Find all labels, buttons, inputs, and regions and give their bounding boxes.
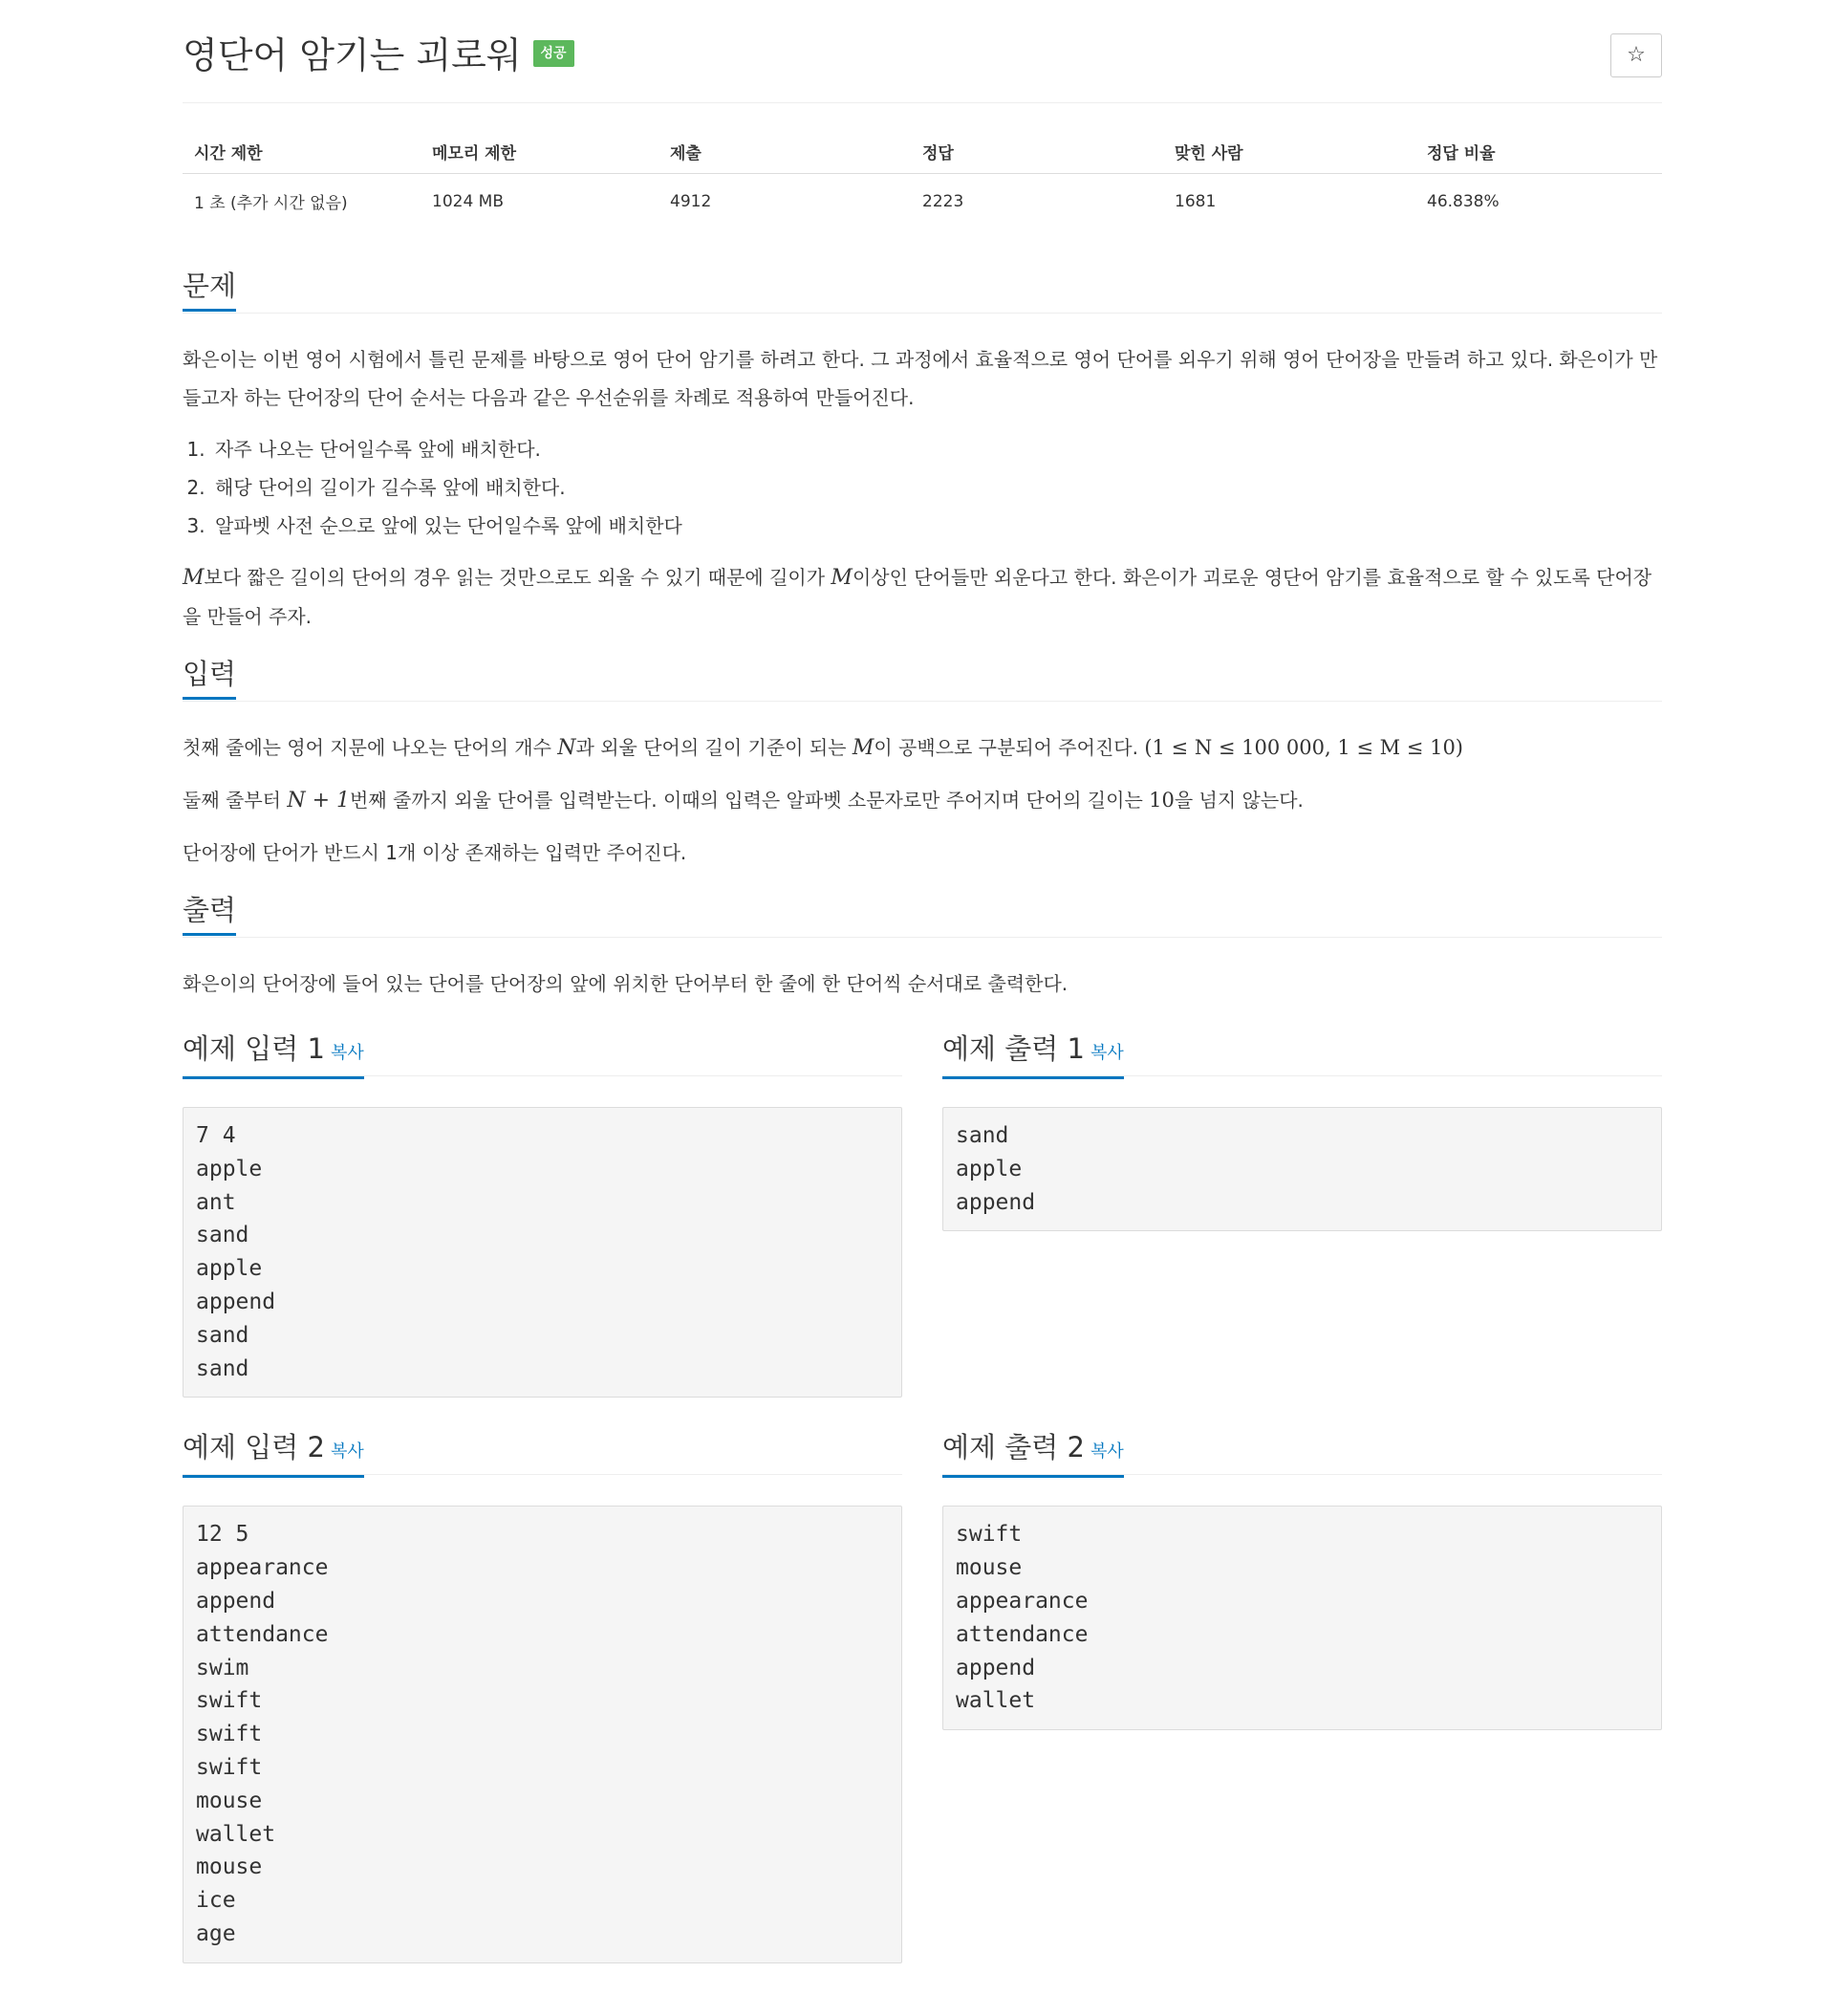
math-n: N: [557, 736, 576, 760]
sample-input-1-heading-bar: [183, 1026, 902, 1076]
sample-row-2: [183, 1424, 1662, 1962]
input-heading: 입력: [183, 651, 236, 700]
value-time-limit: 1 초 (추가 시간 없음): [194, 194, 348, 213]
status-badge: 성공: [533, 40, 574, 67]
sample-output-1-heading: [942, 1026, 1124, 1079]
problem-section: [183, 263, 1662, 636]
header-memory-limit: 메모리 제한: [421, 140, 658, 174]
sample-output-1-code: sand apple append: [942, 1107, 1662, 1231]
value-accepted: 2223: [922, 191, 964, 211]
priority-rules-list: [183, 430, 1662, 545]
output-section: [183, 887, 1662, 1003]
problem-page: [183, 0, 1662, 1963]
sample-output-2: [942, 1424, 1662, 1962]
header-time-limit: 시간 제한: [183, 140, 421, 174]
closing-text-a: 보다 짧은 길이의 단어의 경우 읽는 것만으로도 외울 수 있기 때문에 길이가: [204, 566, 831, 589]
header-submissions: 제출: [658, 140, 911, 174]
sample-output-2-heading-bar: [942, 1424, 1662, 1475]
sample-input-1-code: 7 4 apple ant sand apple append sand sand: [183, 1107, 902, 1398]
input-line-2-text-b: 번째 줄까지 외울 단어를 입력받는다. 이때의 입력은 알파벳 소문자로만 주어지며 단어의 길이는: [350, 789, 1150, 812]
value-submissions: 4912: [670, 191, 712, 211]
value-accept-ratio: 46.838%: [1427, 191, 1500, 211]
priority-rule: 2. 해당 단어의 길이가 길수록 앞에 배치한다.: [211, 468, 1662, 507]
input-section: [183, 651, 1662, 872]
header-solved-users: 맞힌 사람: [1163, 140, 1415, 174]
sample-output-2-title: 예제 출력 2: [942, 1431, 1085, 1464]
header-accept-ratio: 정답 비율: [1415, 140, 1662, 174]
input-description: [183, 702, 1662, 872]
copy-button[interactable]: 복사: [330, 1442, 364, 1463]
priority-rule: 3. 알파벳 사전 순으로 앞에 있는 단어일수록 앞에 배치한다: [211, 507, 1662, 545]
problem-intro: 화은이는 이번 영어 시험에서 틀린 문제를 바탕으로 영어 단어 암기를 하려고 한다. 그 과정에서 효율적으로 영어 단어를 외우기 위해 영어 단어장을 만들려 하고 있다. 화은이가 만들고자 하는 단어장의 단어 순서는 다음과 같은 우선순위를 차례로 적용하여 만들어진다.: [183, 348, 1658, 409]
value-memory-limit: 1024 MB: [432, 191, 504, 211]
problem-heading-bar: [183, 263, 1662, 314]
samples-area: [183, 1026, 1662, 1963]
input-line-2: [183, 781, 1662, 820]
input-line-3: 단어장에 단어가 반드시 1개 이상 존재하는 입력만 주어진다.: [183, 841, 687, 864]
info-table-header-row: [183, 140, 1662, 174]
header-accepted: 정답: [911, 140, 1163, 174]
sample-input-2-code: 12 5 appearance append attendance swim swift swift swift mouse wallet mouse ice age: [183, 1506, 902, 1962]
math-ten: 10: [1149, 789, 1175, 812]
math-m: M: [852, 736, 874, 760]
info-table-row: [183, 174, 1662, 224]
problem-description: [183, 314, 1662, 636]
star-icon: ☆: [1627, 43, 1646, 67]
problem-heading: 문제: [183, 263, 236, 312]
copy-button[interactable]: 복사: [1090, 1442, 1124, 1463]
priority-rule: 1. 자주 나오는 단어일수록 앞에 배치한다.: [211, 430, 1662, 468]
input-heading-bar: [183, 651, 1662, 702]
sample-output-1-title: 예제 출력 1: [942, 1032, 1085, 1065]
problem-closing: [183, 558, 1662, 636]
sample-output-1-heading-bar: [942, 1026, 1662, 1076]
favorite-button[interactable]: [1610, 33, 1662, 77]
sample-input-2: [183, 1424, 902, 1962]
page-title: [183, 31, 574, 80]
sample-input-2-title: 예제 입력 2: [183, 1431, 325, 1464]
value-solved-users: 1681: [1175, 191, 1217, 211]
copy-button[interactable]: 복사: [1090, 1043, 1124, 1063]
input-line-2-text-a: 둘째 줄부터: [183, 789, 288, 812]
closing-text-b: 이상인 단어들만 외운다고 한다. 화은이가 괴로운 영단어 암기를 효율적으로 할 수 있도록 단어장을 만들어 주자.: [183, 566, 1652, 628]
sample-input-1: [183, 1026, 902, 1398]
math-n-plus-1: N + 1: [287, 789, 350, 813]
page-header: [183, 0, 1662, 103]
sample-output-2-code: swift mouse appearance attendance append wallet: [942, 1506, 1662, 1730]
sample-input-2-heading-bar: [183, 1424, 902, 1475]
sample-output-2-heading: [942, 1424, 1124, 1478]
sample-input-1-title: 예제 입력 1: [183, 1032, 325, 1065]
sample-row-1: [183, 1026, 1662, 1398]
input-line-1-text-c: 이 공백으로 구분되어 주어진다.: [874, 736, 1145, 759]
math-m: M: [831, 566, 853, 590]
input-line-1: [183, 728, 1662, 768]
output-text: 화은이의 단어장에 들어 있는 단어를 단어장의 앞에 위치한 단어부터 한 줄에 한 단어씩 순서대로 출력한다.: [183, 972, 1069, 995]
copy-button[interactable]: 복사: [330, 1043, 364, 1063]
page-title-text: 영단어 암기는 괴로워: [183, 34, 522, 76]
sample-input-1-heading: [183, 1026, 364, 1079]
output-description: [183, 938, 1662, 1003]
output-heading-bar: [183, 887, 1662, 938]
sample-output-1: [942, 1026, 1662, 1398]
math-constraint: (1 ≤ N ≤ 100 000, 1 ≤ M ≤ 10): [1144, 736, 1463, 759]
problem-info-table: [183, 140, 1662, 223]
sample-input-2-heading: [183, 1424, 364, 1478]
input-line-2-text-c: 을 넘지 않는다.: [1174, 789, 1304, 812]
input-line-1-text-a: 첫째 줄에는 영어 지문에 나오는 단어의 개수: [183, 736, 558, 759]
output-heading: 출력: [183, 887, 236, 936]
input-line-1-text-b: 과 외울 단어의 길이 기준이 되는: [575, 736, 853, 759]
math-m: M: [183, 566, 205, 590]
